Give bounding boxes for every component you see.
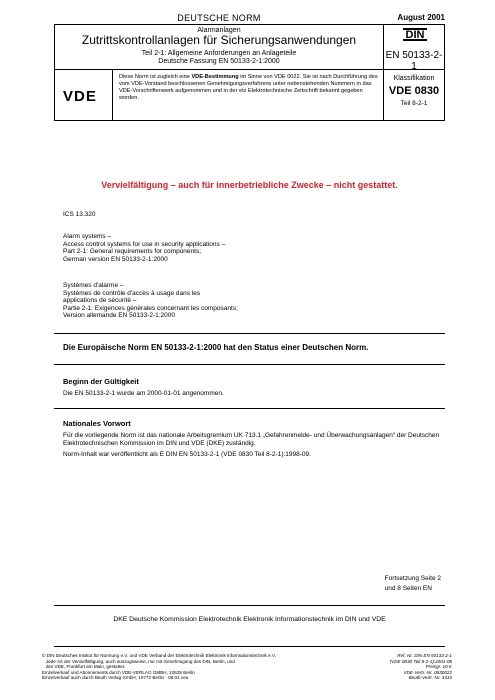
en-number: EN 50133-2-1 <box>385 50 443 72</box>
footer-ref-line: (VDE 0830 Teil 8-2-1):2001-08 <box>389 658 452 664</box>
french-line: Version allemande EN 50133-2-1:2000 <box>63 312 176 319</box>
ics-code: ICS 13.320 <box>63 211 96 218</box>
french-line: applications de sécurité – <box>63 297 137 304</box>
french-line: Partie 2-1: Exigences générales concernant les composants; <box>63 304 238 312</box>
footer-ref-line: Beuth-Vertr.-Nr. 3310 <box>408 675 452 681</box>
din-box <box>383 24 445 70</box>
divider <box>54 646 445 647</box>
continuation-note <box>385 574 441 594</box>
french-title <box>63 282 238 320</box>
continuation-line: Fortsetzung Seite 2 <box>384 575 441 582</box>
foreword-heading: Nationales Vorwort <box>63 419 131 428</box>
vde-note <box>113 70 383 102</box>
french-line: Systèmes de contrôle d'accès à usage dans les <box>63 289 201 297</box>
divider <box>54 605 445 606</box>
vde-note-bold: VDE-Bestimmung <box>191 74 239 80</box>
title-box <box>54 24 384 70</box>
footer-ref-line: VDE-Vertr.-Nr. 0830022 <box>403 669 452 675</box>
vde-logo-box <box>54 69 113 121</box>
subtitle-part: Teil 2-1: Allgemeine Anforderungen an Anlageteile <box>141 50 297 57</box>
vde-logo: VDE <box>63 88 97 105</box>
french-line: Systèmes d'alarme – <box>63 282 124 289</box>
din-logo: DIN <box>403 28 427 41</box>
continuation-line: und 8 Seiten EN <box>384 585 432 592</box>
footer-line: Einzelverkauf auch durch Beuth Verlag GmbH, 10772 Berlin · 08.01 veu <box>42 675 189 681</box>
classification-part: Teil 8-2-1 <box>400 100 428 107</box>
publication-date: August 2001 <box>397 13 445 22</box>
dke-line: DKE Deutsche Kommission Elektrotechnik Elektronik Informationstechnik im DIN und VDE <box>113 616 386 623</box>
footer-line: © DIN Deutsches Institut für Normung e.V. und VDE Verband der Elektrotechnik Elektronik Informationstechnik e.V. <box>42 653 276 658</box>
footer-copyright <box>42 653 276 681</box>
english-line: Alarm systems – <box>63 233 112 240</box>
footer-line: des VDE, Frankfurt am Main, gestattet. <box>42 664 126 670</box>
footer-line: Jede Art der Vervielfältigung, auch auszugsweise, nur mit Genehmigung des DIN, Berlin, und <box>42 658 235 664</box>
standard-type: DEUTSCHE NORM <box>177 13 261 23</box>
subtitle-version: Deutsche Fassung EN 50133-2-1:2000 <box>158 58 280 65</box>
vde-note-box <box>112 69 384 121</box>
copy-warning: Vervielfältigung – auch für innerbetriebliche Zwecke – nicht gestattet. <box>101 180 398 190</box>
classification-label: Klassifikation <box>393 75 435 82</box>
foreword-text: Für die vorliegende Norm ist das nationale Arbeitsgremium UK 713.1 „Gefahrenmelde- und Überwachungsanlagen“ der Deutschen Elektrotechnischen Kommission im DIN und VDE (DKE) zuständig. <box>63 432 440 447</box>
status-statement: Die Europäische Norm EN 50133-2-1:2000 hat den Status einer Deutschen Norm. <box>63 343 369 352</box>
footer-line: Einzelverkauf und Abonnements durch VDE-VERLAG GMBH, 10625 Berlin <box>42 669 195 675</box>
footer-reference <box>390 653 452 681</box>
validity-text: Die EN 50133-2-1 wurde am 2000-01-01 angenommen. <box>63 390 224 397</box>
header-top-line <box>54 13 445 23</box>
classification-box <box>383 69 445 121</box>
divider <box>54 408 445 409</box>
classification-number: VDE 0830 <box>388 85 440 97</box>
vde-note-post: im Sinne von VDE 0022. Sie ist nach Durchführung des vom VDE-Vorstand beschlossenen Genehmigungsverfahrens unter nebenstehenden Nummern in das VDE-Vorschriftenwerk aufgenommen und in der etz Elektrotechnische Zeitschrift bekannt gegeben worden. <box>119 74 378 101</box>
english-line: Part 2-1: General requirements for components; <box>63 248 202 255</box>
divider <box>54 333 445 334</box>
footer-ref-line: Ref. Nr. DIN EN 50133-2-1 <box>397 653 452 658</box>
document-title: Zutrittskontrollanlagen für Sicherungsanwendungen <box>81 33 357 47</box>
foreword-note: Norm-Inhalt war veröffentlicht als E DIN EN 50133-2-1 (VDE 0830 Teil 8-2-1):1998-09. <box>63 451 311 458</box>
divider <box>54 364 445 365</box>
title-small: Alarmanlagen <box>197 27 241 34</box>
vde-note-pre: Diese Norm ist zugleich eine <box>119 74 192 80</box>
validity-heading: Beginn der Gültigkeit <box>63 377 139 386</box>
english-title <box>63 233 225 263</box>
footer-ref-line: Preisgr. 10 K <box>425 664 452 670</box>
english-line: German version EN 50133-2-1:2000 <box>63 255 168 263</box>
english-line: Access control systems for use in security applications – <box>63 240 226 248</box>
